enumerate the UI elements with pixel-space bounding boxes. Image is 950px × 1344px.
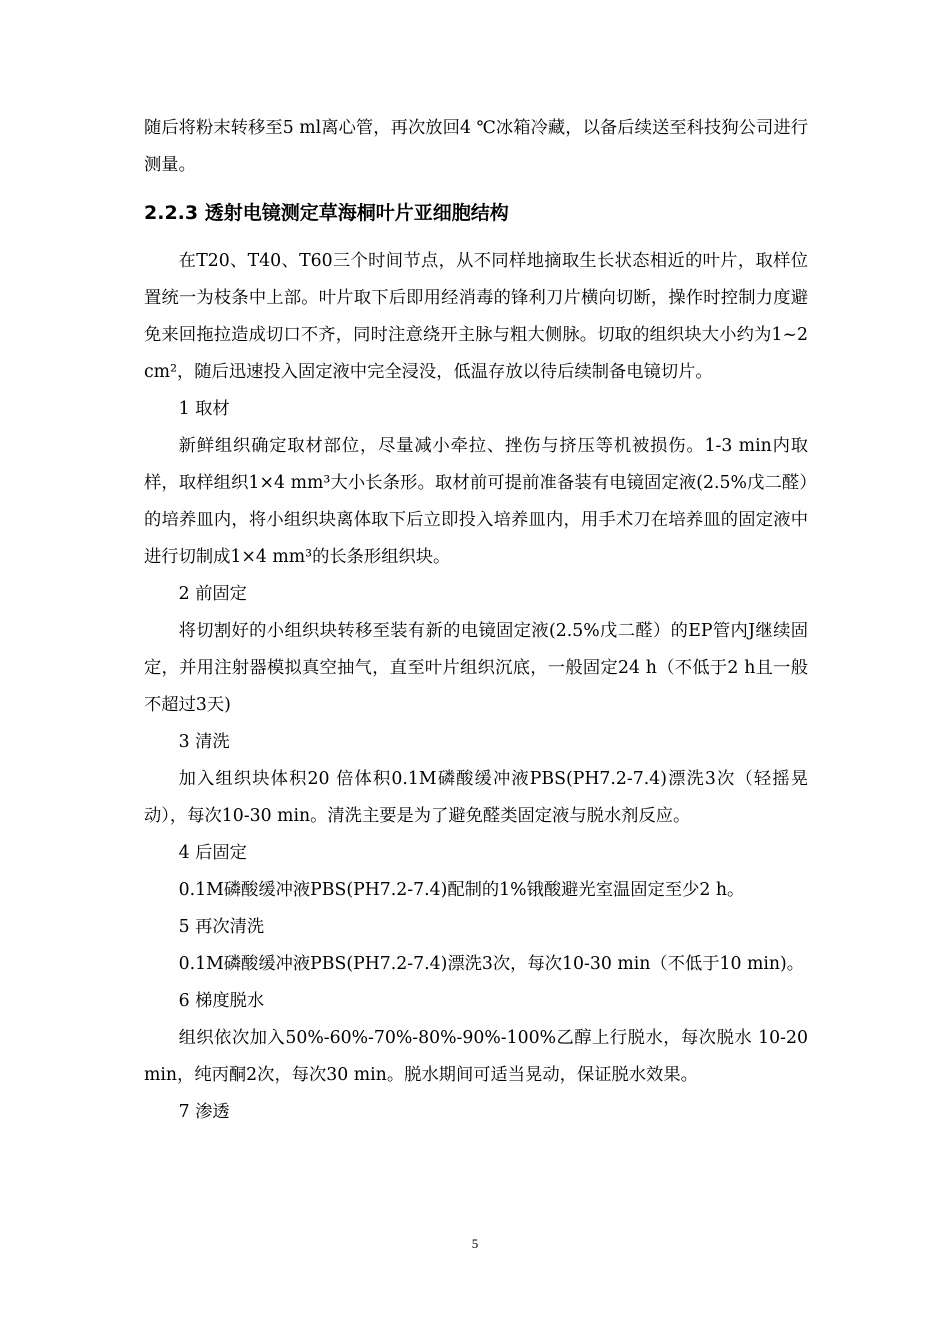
step-text: 将切割好的小组织块转移至装有新的电镜固定液(2.5%戊二醛）的EP管内J继续固定，并用注射器模拟真空抽气，直至叶片组织沉底，一般固定24 h（不低于2 h且一般不超过3天) <box>144 621 808 715</box>
page-content <box>144 110 808 1131</box>
step-text: 组织依次加入50%-60%-70%-80%-90%-100%乙醇上行脱水，每次脱水 10-20 min，纯丙酮2次，每次30 min。脱水期间可适当晃动，保证脱水效果。 <box>144 1028 808 1085</box>
step-text: 新鲜组织确定取材部位，尽量减小牵拉、挫伤与挤压等机被损伤。1-3 min内取样，取样组织1×4 mm³大小长条形。取材前可提前准备装有电镜固定液(2.5%戊二醛）的培养皿内，将小组织块离体取下后立即投入培养皿内，用手术刀在培养皿的固定液中进行切制成1×4 mm³的长条形组织块。 <box>144 436 808 567</box>
section-intro-paragraph: 在T20、T40、T60三个时间节点，从不同样地摘取生长状态相近的叶片，取样位置统一为枝条中上部。叶片取下后即用经消毒的锋利刀片横向切断，操作时控制力度避免来回拖拉造成切口不齐，同时注意绕开主脉与粗大侧脉。切取的组织块大小约为1~2 cm²，随后迅速投入固定液中完全浸没，低温存放以待后续制备电镜切片。 <box>144 251 808 382</box>
step-text: 加入组织块体积20 倍体积0.1M磷酸缓冲液PBS(PH7.2-7.4)漂洗3次（轻摇晃动），每次10-30 min。清洗主要是为了避免醛类固定液与脱水剂反应。 <box>144 769 808 826</box>
section-heading: 2.2.3 透射电镜测定草海桐叶片亚细胞结构 <box>144 202 509 224</box>
step-title: 2 前固定 <box>178 584 247 604</box>
step-title: 4 后固定 <box>178 843 247 863</box>
step-title: 6 梯度脱水 <box>178 991 265 1011</box>
step-title: 7 渗透 <box>178 1102 230 1122</box>
step-text: 0.1M磷酸缓冲液PBS(PH7.2-7.4)配制的1%锇酸避光室温固定至少2 h。 <box>178 880 745 900</box>
step-title: 1 取材 <box>178 399 230 419</box>
step-title: 5 再次清洗 <box>178 917 265 937</box>
step-title: 3 清洗 <box>178 732 230 752</box>
page-number: 5 <box>471 1236 479 1251</box>
step-text: 0.1M磷酸缓冲液PBS(PH7.2-7.4)漂洗3次，每次10-30 min（不低于10 min)。 <box>178 954 805 974</box>
continuation-paragraph: 随后将粉末转移至5 ml离心管，再次放回4 ℃冰箱冷藏，以备后续送至科技狗公司进行测量。 <box>144 118 808 175</box>
